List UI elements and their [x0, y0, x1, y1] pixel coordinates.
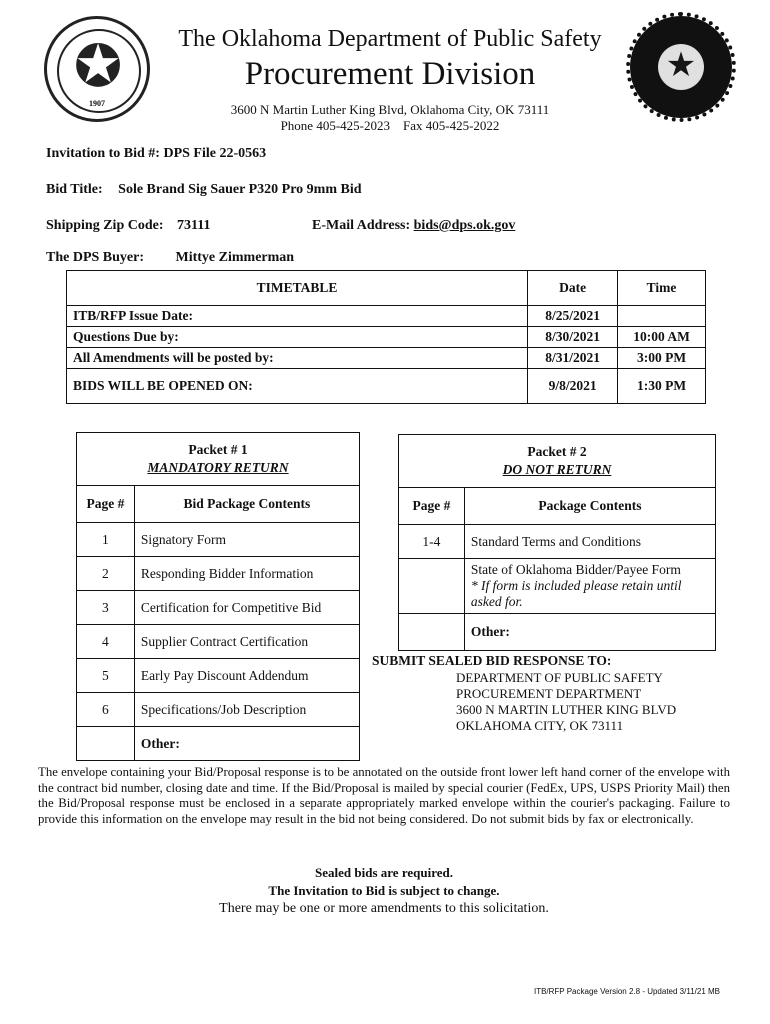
timetable-date: 8/31/2021 [528, 348, 618, 369]
invitation-value: DPS File 22-0563 [163, 146, 267, 161]
packet2-page-empty [399, 559, 465, 614]
buyer-value: Mittye Zimmerman [175, 250, 295, 265]
timetable-date: 8/30/2021 [528, 327, 618, 348]
packet2-subtitle: DO NOT RETURN [502, 462, 612, 477]
table-row [77, 557, 360, 591]
packet2-content: Standard Terms and Conditions [464, 525, 715, 559]
table-row [77, 523, 360, 557]
closing-line: There may be one or more amendments to this solicitation. [219, 901, 549, 916]
packet1-heading [77, 433, 360, 486]
submit-heading: SUBMIT SEALED BID RESPONSE TO: [372, 653, 612, 668]
packet2-payee-form: State of Oklahoma Bidder/Payee Form [470, 562, 681, 577]
packet1-subtitle: MANDATORY RETURN [147, 460, 289, 475]
packet2-page-header: Page # [399, 488, 465, 525]
packet1-content: Early Pay Discount Addendum [134, 659, 359, 693]
timetable-time [618, 306, 706, 327]
seal-year: 1907 [89, 99, 105, 108]
packet2-payee-note: * If form is included please retain until asked for. [470, 578, 682, 609]
packet1-table [76, 432, 360, 761]
packet1-page: 5 [77, 659, 135, 693]
badge-center-icon [658, 44, 704, 90]
submit-line: OKLAHOMA CITY, OK 73111 [456, 718, 624, 733]
timetable-header: TIMETABLE [67, 271, 528, 306]
timetable-header-row [67, 271, 706, 306]
state-seal-icon [44, 16, 150, 122]
table-row [77, 727, 360, 761]
timetable-row [67, 306, 706, 327]
zip-label: Shipping Zip Code: [46, 218, 164, 233]
time-header: Time [618, 271, 706, 306]
header-address: 3600 N Martin Luther King Blvd, Oklahoma City, OK 73111 [230, 102, 550, 117]
email-label: E-Mail Address: [312, 218, 411, 233]
packet1-other: Other: [134, 727, 359, 761]
timetable-row [67, 369, 706, 404]
date-header: Date [528, 271, 618, 306]
zip-line [46, 218, 210, 234]
packet1-col-headers [77, 486, 360, 523]
packet1-contents-header: Bid Package Contents [134, 486, 359, 523]
closing-line: The Invitation to Bid is subject to change. [268, 883, 500, 898]
table-row [77, 625, 360, 659]
packet1-page: 3 [77, 591, 135, 625]
bid-title-value: Sole Brand Sig Sauer P320 Pro 9mm Bid [118, 182, 362, 197]
bid-title-line [46, 182, 362, 198]
packet2-contents-header: Package Contents [464, 488, 715, 525]
timetable-label: Questions Due by: [67, 327, 528, 348]
timetable-row [67, 327, 706, 348]
timetable-label: All Amendments will be posted by: [67, 348, 528, 369]
timetable-label: ITB/RFP Issue Date: [67, 306, 528, 327]
invitation-label: Invitation to Bid #: [46, 146, 160, 161]
packet1-page: 2 [77, 557, 135, 591]
table-row [77, 591, 360, 625]
timetable-time: 3:00 PM [618, 348, 706, 369]
table-row [77, 659, 360, 693]
email-link[interactable]: bids@dps.ok.gov [413, 218, 516, 233]
header-phone-fax: Phone 405-425-2023 Fax 405-425-2022 [280, 118, 500, 133]
packet1-head-row [77, 433, 360, 486]
packet1-content: Supplier Contract Certification [134, 625, 359, 659]
packet1-title: Packet # 1 [188, 442, 248, 457]
email-line [312, 218, 515, 234]
submit-line: PROCUREMENT DEPARTMENT [456, 686, 642, 701]
seal-star-icon: ✪ [73, 34, 123, 99]
packet1-page: 4 [77, 625, 135, 659]
packet2-title: Packet # 2 [527, 444, 587, 459]
buyer-line [46, 250, 294, 266]
header-contact [160, 102, 620, 134]
packet1-page-empty [77, 727, 135, 761]
invitation-line [46, 146, 266, 162]
packet2-table [398, 434, 716, 651]
packet1-page-header: Page # [77, 486, 135, 523]
closing-line: Sealed bids are required. [315, 865, 453, 880]
timetable [66, 270, 706, 404]
timetable-date: 9/8/2021 [528, 369, 618, 404]
packet2-content [464, 559, 715, 614]
table-row [399, 559, 716, 614]
submit-address [456, 670, 676, 734]
timetable-date: 8/25/2021 [528, 306, 618, 327]
packet2-col-headers [399, 488, 716, 525]
packet2-heading [399, 435, 716, 488]
closing-notes [38, 864, 730, 918]
packet2-page: 1-4 [399, 525, 465, 559]
packet1-page: 1 [77, 523, 135, 557]
table-row [399, 525, 716, 559]
timetable-label: BIDS WILL BE OPENED ON: [67, 369, 528, 404]
packet1-content: Specifications/Job Description [134, 693, 359, 727]
dps-badge-icon [626, 12, 736, 124]
packet1-content: Responding Bidder Information [134, 557, 359, 591]
timetable-time: 1:30 PM [618, 369, 706, 404]
submit-line: DEPARTMENT OF PUBLIC SAFETY [456, 670, 663, 685]
table-row [399, 614, 716, 651]
packet1-content: Signatory Form [134, 523, 359, 557]
zip-value: 73111 [177, 218, 211, 233]
submit-line: 3600 N MARTIN LUTHER KING BLVD [456, 702, 677, 717]
packet1-content: Certification for Competitive Bid [134, 591, 359, 625]
bid-title-label: Bid Title: [46, 182, 103, 197]
timetable-time: 10:00 AM [618, 327, 706, 348]
packet1-page: 6 [77, 693, 135, 727]
table-row [77, 693, 360, 727]
version-footer: ITB/RFP Package Version 2.8 - Updated 3/11/21 MB [533, 987, 720, 996]
packet2-head-row [399, 435, 716, 488]
division-title: Procurement Division [244, 56, 536, 92]
packet2-page-empty [399, 614, 465, 651]
timetable-row [67, 348, 706, 369]
packet2-other: Other: [464, 614, 715, 651]
envelope-instructions: The envelope containing your Bid/Proposal response is to be annotated on the outside front lower left hand corner of the envelope with the contract bid number, closing date and time. If the Bid/Proposal is mailed by special courier (FedEx, UPS, USPS Priority Mail) then the Bid/Proposal response must be enclosed in a separate appropriately marked envelope within the courier's packaging. Failure to provide this information on the envelope may result in the bid not being considered. Do not submit bids by fax or electronically. [38, 765, 730, 826]
department-title: The Oklahoma Department of Public Safety [178, 26, 602, 52]
buyer-label: The DPS Buyer: [46, 250, 144, 265]
